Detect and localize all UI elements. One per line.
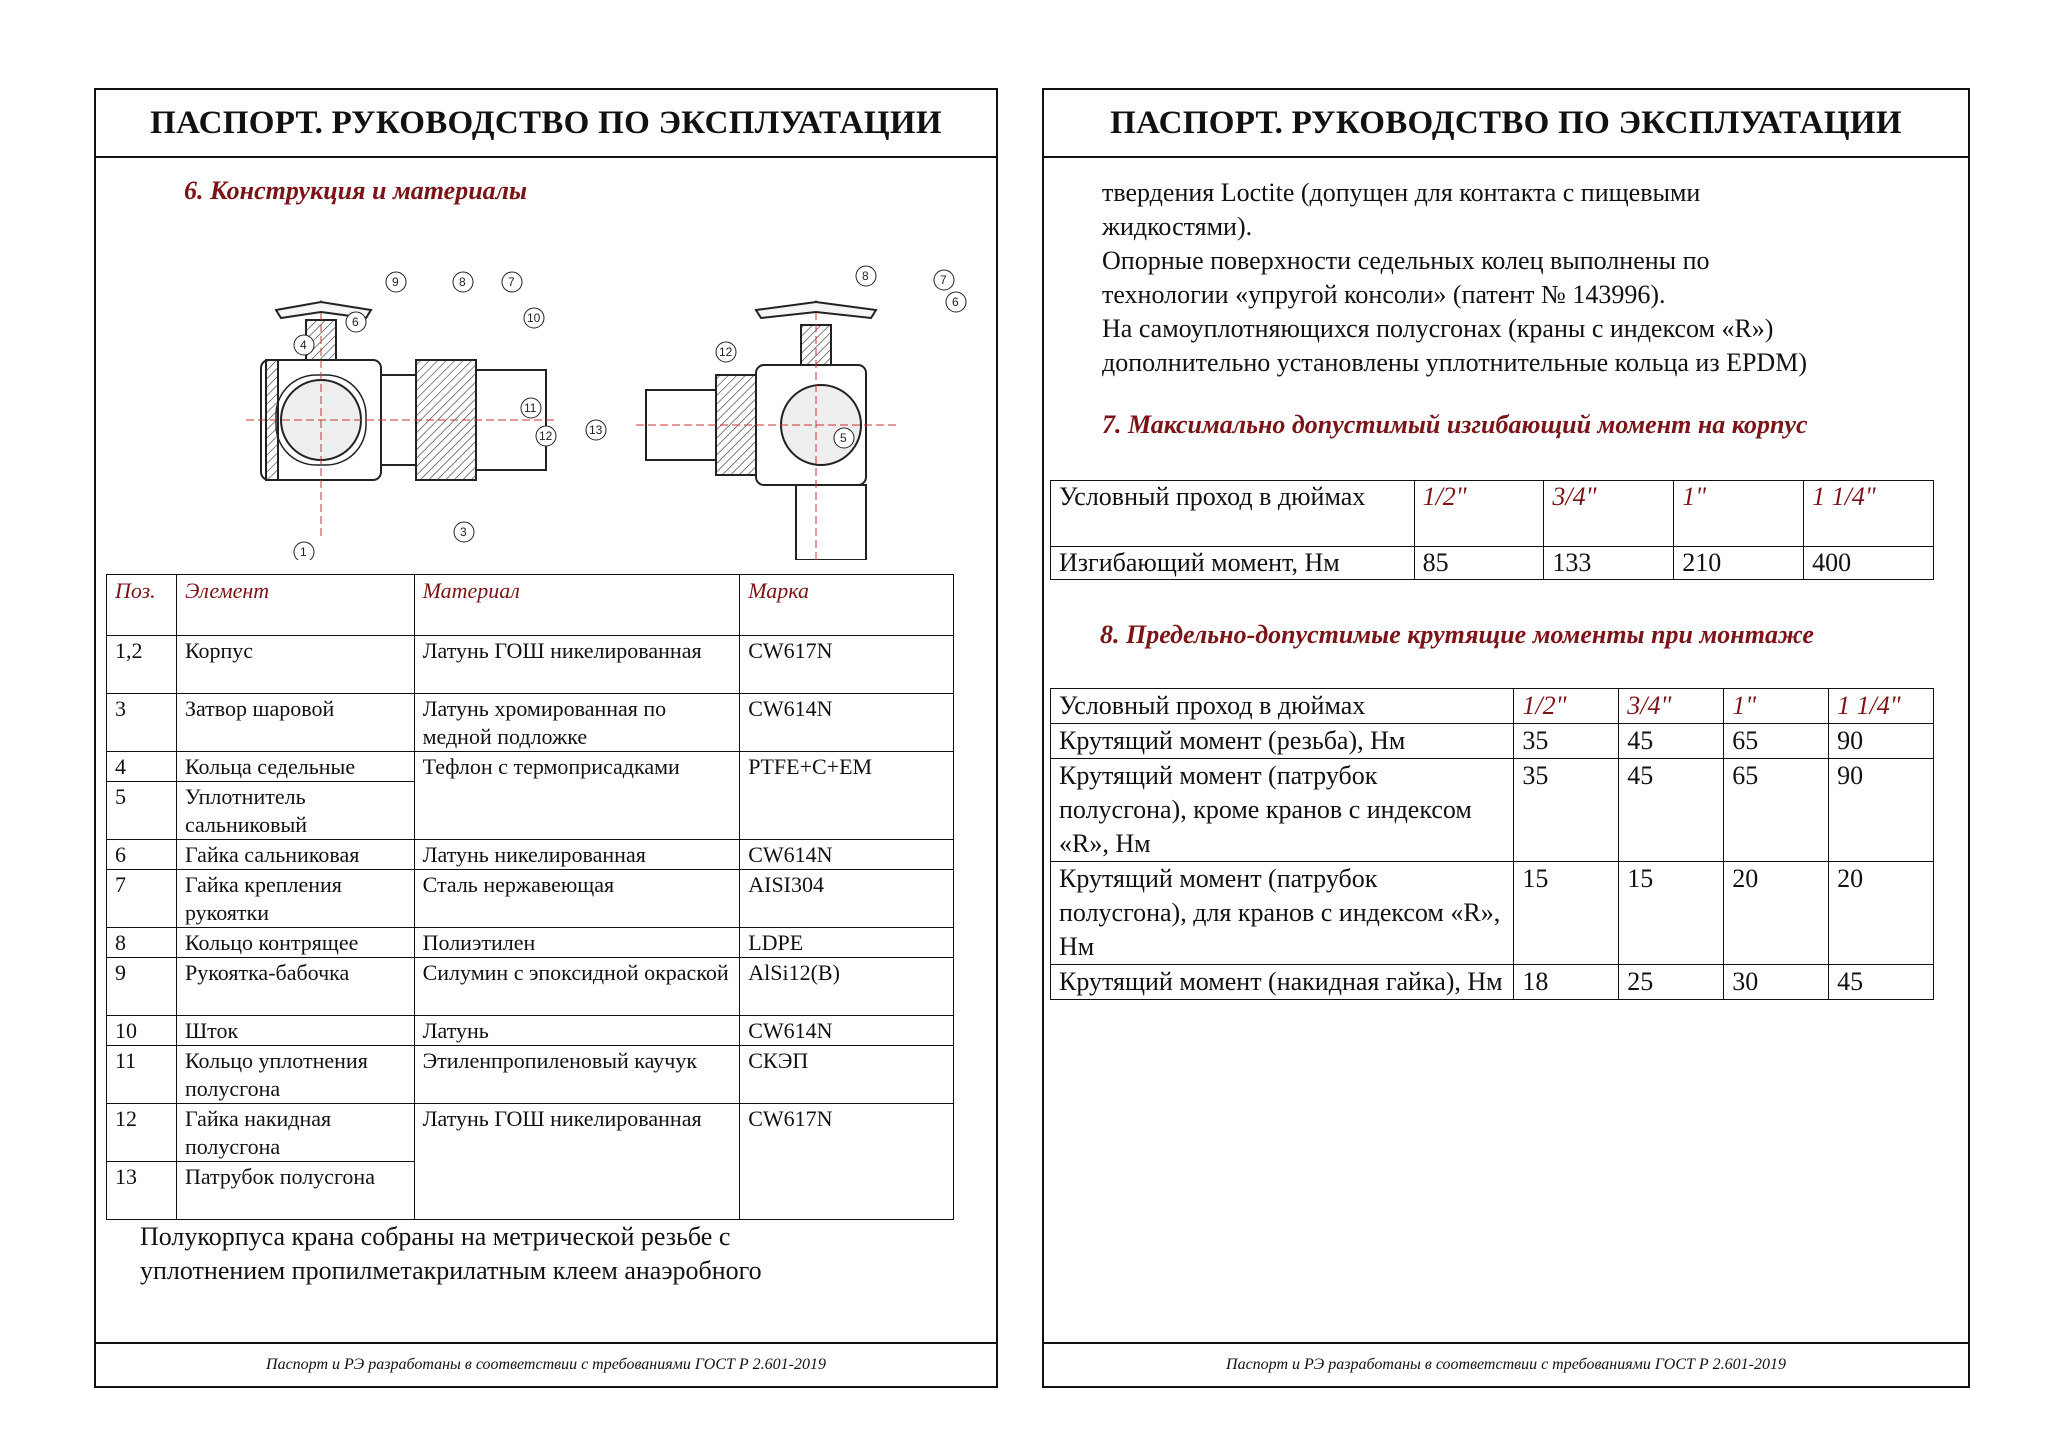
svg-text:10: 10	[527, 311, 541, 325]
col-material: Материал	[414, 575, 740, 636]
bend-moment-label: Изгибающий момент, Нм	[1051, 547, 1415, 580]
svg-text:6: 6	[352, 315, 359, 329]
svg-text:8: 8	[862, 269, 869, 283]
callout-a7	[934, 270, 954, 290]
left-page	[94, 88, 998, 1388]
bending-moment-table	[1050, 480, 1934, 580]
svg-text:13: 13	[589, 423, 603, 437]
svg-text:8: 8	[459, 275, 466, 289]
section-7-title: 7. Максимально допустимый изгибающий момент на корпус	[1102, 410, 1808, 439]
callout-9	[386, 272, 406, 292]
table-row: Крутящий момент (накидная гайка), Нм 18 25 30 45	[1051, 965, 1934, 1000]
svg-text:12: 12	[539, 429, 553, 443]
svg-text:7: 7	[940, 273, 947, 287]
angled-valve-drawing	[636, 300, 896, 560]
svg-text:6: 6	[952, 295, 959, 309]
svg-text:3: 3	[460, 525, 467, 539]
bend-size-label: Условный проход в дюймах	[1051, 481, 1415, 547]
table-row: Условный проход в дюймах 1/2" 3/4" 1" 1 1/4"	[1051, 689, 1934, 724]
page-title-left: ПАСПОРТ. РУКОВОДСТВО ПО ЭКСПЛУАТАЦИИ	[96, 90, 996, 158]
callout-11	[521, 398, 541, 418]
footer-right: Паспорт и РЭ разработаны в соответствии с требованиями ГОСТ Р 2.601-2019	[1044, 1342, 1968, 1386]
table-row: 10 Шток Латунь CW614N	[107, 1016, 954, 1046]
svg-text:1: 1	[300, 545, 307, 559]
footer-left: Паспорт и РЭ разработаны в соответствии с требованиями ГОСТ Р 2.601-2019	[96, 1342, 996, 1386]
callout-13	[586, 420, 606, 440]
col-pos: Поз.	[107, 575, 177, 636]
parts-table	[106, 574, 954, 1220]
section-6-title: 6. Конструкция и материалы	[184, 176, 528, 205]
para-line-3: Опорные поверхности седельных колец выполнены по	[1102, 246, 1710, 275]
table-row: 8 Кольцо контрящее Полиэтилен LDPE	[107, 928, 954, 958]
bottom-text-line-1: Полукорпуса крана собраны на метрической резьбе с	[140, 1222, 731, 1251]
torque-table	[1050, 688, 1934, 1000]
table-row: Крутящий момент (резьба), Нм 35 45 65 90	[1051, 724, 1934, 759]
table-row: 13 Патрубок полусгона	[107, 1162, 954, 1220]
callout-8	[453, 272, 473, 292]
col-grade: Марка	[740, 575, 954, 636]
valve-diagram	[176, 240, 996, 560]
callout-6	[346, 312, 366, 332]
straight-valve-drawing	[246, 300, 556, 540]
table-row: Условный проход в дюймах 1/2" 3/4" 1" 1 1/4"	[1051, 481, 1934, 547]
svg-text:7: 7	[508, 275, 515, 289]
callout-7	[502, 272, 522, 292]
para-line-4: технологии «упругой консоли» (патент № 143996).	[1102, 280, 1666, 309]
callout-a5	[834, 428, 854, 448]
table-row: 7 Гайка крепления рукоятки Сталь нержавеющая AISI304	[107, 870, 954, 928]
callout-a12	[716, 342, 736, 362]
table-row: 6 Гайка сальниковая Латунь никелированная CW614N	[107, 840, 954, 870]
svg-text:11: 11	[524, 401, 537, 415]
callout-3	[454, 522, 474, 542]
svg-text:5: 5	[840, 431, 847, 445]
table-row: 4 Кольца седельные Тефлон с термоприсадками PTFE+C+EM	[107, 752, 954, 782]
section-8-title: 8. Предельно-допустимые крутящие моменты при монтаже	[1100, 620, 1814, 649]
para-line-6: дополнительно установлены уплотнительные кольца из EPDM)	[1102, 348, 1807, 377]
svg-text:4: 4	[300, 338, 307, 352]
table-row: Крутящий момент (патрубок полусгона), кроме кранов с индексом «R», Нм 35 45 65 90	[1051, 759, 1934, 862]
callout-4	[294, 335, 314, 355]
callout-1	[294, 542, 314, 560]
table-row: Изгибающий момент, Нм 85 133 210 400	[1051, 547, 1934, 580]
page-title-right: ПАСПОРТ. РУКОВОДСТВО ПО ЭКСПЛУАТАЦИИ	[1044, 90, 1968, 158]
callout-a6	[946, 292, 966, 312]
parts-table-header	[107, 575, 954, 636]
para-line-1: твердения Loctite (допущен для контакта с пищевыми	[1102, 178, 1701, 207]
table-row: 12 Гайка накидная полусгона Латунь ГОШ никелированная CW617N	[107, 1104, 954, 1162]
svg-text:12: 12	[719, 345, 733, 359]
table-row: 5 Уплотнитель сальниковый	[107, 782, 954, 840]
right-page	[1042, 88, 1970, 1388]
table-row: Крутящий момент (патрубок полусгона), для кранов с индексом «R», Нм 15 15 20 20	[1051, 862, 1934, 965]
table-row: 1,2 Корпус Латунь ГОШ никелированная CW617N	[107, 636, 954, 694]
table-row: 9 Рукоятка-бабочка Силумин с эпоксидной окраской AlSi12(B)	[107, 958, 954, 1016]
svg-text:9: 9	[392, 275, 399, 289]
para-line-5: На самоуплотняющихся полусгонах (краны с индексом «R»)	[1102, 314, 1774, 343]
table-row: 3 Затвор шаровой Латунь хромированная по медной подложке CW614N	[107, 694, 954, 752]
torque-size-label: Условный проход в дюймах	[1051, 689, 1514, 724]
table-row: 11 Кольцо уплотнения полусгона Этиленпропиленовый каучук СКЭП	[107, 1046, 954, 1104]
para-line-2: жидкостями).	[1102, 212, 1253, 241]
callout-12	[536, 426, 556, 446]
bottom-text-line-2: уплотнением пропилметакрилатным клеем анаэробного	[140, 1256, 762, 1285]
col-element: Элемент	[176, 575, 414, 636]
callout-a8	[856, 266, 876, 286]
callout-10	[524, 308, 544, 328]
